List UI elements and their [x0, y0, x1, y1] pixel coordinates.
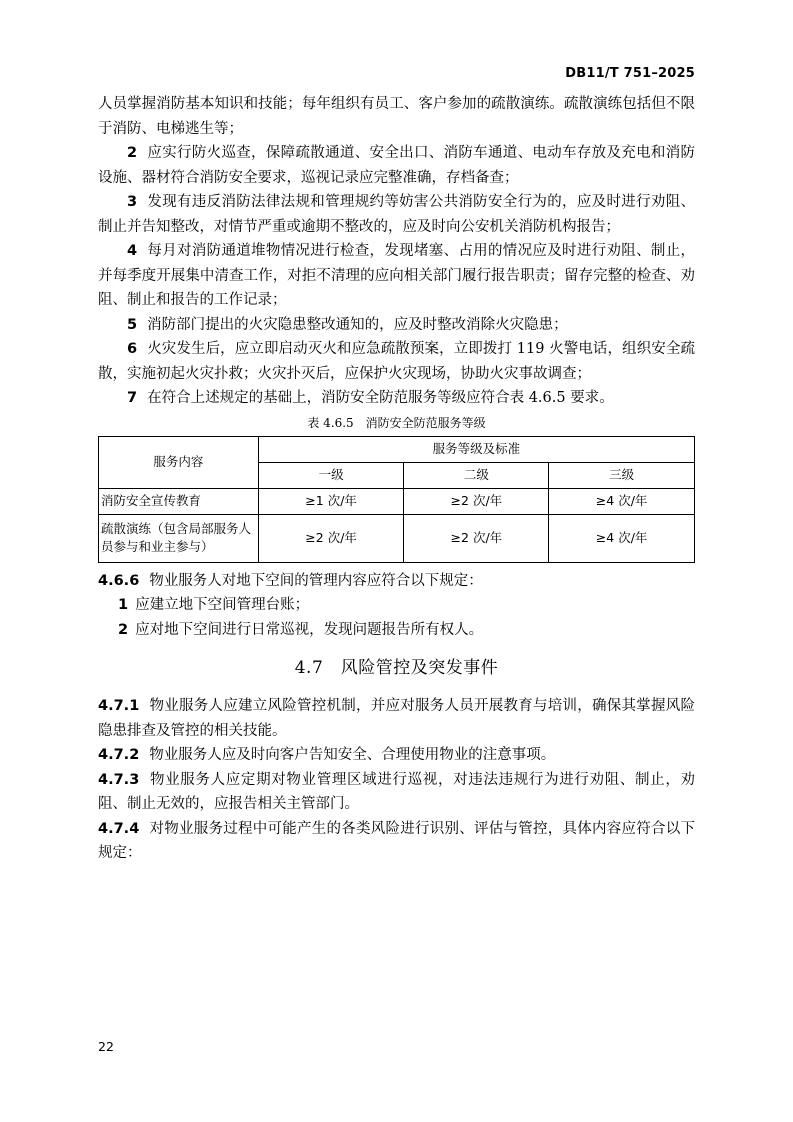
header-level-3: 三级 [549, 462, 695, 488]
list-item [98, 593, 695, 618]
page-number: 22 [98, 1039, 114, 1054]
item-text: 每月对消防通道堆物情况进行检查，发现堵塞、占用的情况应及时进行劝阻、制止，并每季度开展集中清查工作，对拒不清理的应向相关部门履行报告职责；留存完整的检查、劝阻、制止和报告的工作记录； [98, 243, 695, 308]
section-heading: 4.7 风险管控及突发事件 [294, 658, 499, 678]
list-item [98, 386, 695, 411]
header-level-2: 二级 [404, 462, 549, 488]
row-value: ≥2 次/年 [258, 514, 404, 562]
table-caption: 表 4.6.5 消防安全防范服务等级 [307, 415, 486, 430]
row-value: ≥2 次/年 [404, 488, 549, 514]
clause-4-7-2 [98, 743, 695, 768]
intro-paragraph: 人员掌握消防基本知识和技能；每年组织有员工、客户参加的疏散演练。疏散演练包括但不限于消防、电梯逃生等； [98, 96, 695, 137]
page-content [98, 92, 695, 866]
item-text: 应实行防火巡查，保障疏散通道、安全出口、消防车通道、电动车存放及充电和消防设施、器材符合消防安全要求，巡视记录应完整准确，存档备查； [98, 145, 695, 186]
item-number: 4 [127, 243, 138, 259]
clause-4-7-1 [98, 694, 695, 743]
row-service-name: 疏散演练（包含局部服务人员参与和业主参与） [99, 514, 259, 562]
item-number: 5 [127, 316, 138, 333]
item-text: 在符合上述规定的基础上，消防安全防范服务等级应符合表 4.6.5 要求。 [147, 390, 614, 406]
item-text: 应对地下空间进行日常巡视，发现问题报告所有权人。 [135, 621, 484, 638]
list-item [98, 313, 695, 338]
clause-number: 4.7.3 [98, 771, 140, 788]
clause-text: 物业服务人应定期对物业管理区域进行巡视，对违法违规行为进行劝阻、制止，劝阻、制止无效的，应报告相关主管部门。 [98, 771, 695, 812]
table-row [99, 488, 695, 514]
list-item [98, 618, 695, 643]
clause-4-6-6 [98, 569, 695, 594]
clause-number: 4.7.4 [98, 820, 140, 837]
item-text: 发现有违反消防法律法规和管理规约等妨害公共消防安全行为的，应及时进行劝阻、制止并告知整改，对情节严重或逾期不整改的，应及时向公安机关消防机构报告； [98, 194, 695, 235]
clause-text: 物业服务人应建立风险管控机制，并应对服务人员开展教育与培训，确保其掌握风险隐患排查及管控的相关技能。 [98, 698, 695, 739]
clause-number: 4.6.6 [98, 572, 140, 589]
row-value: ≥4 次/年 [549, 514, 695, 562]
clause-number: 4.7.1 [98, 698, 140, 714]
item-number: 7 [127, 390, 138, 406]
list-item [98, 239, 695, 313]
header-service-content: 服务内容 [99, 436, 259, 488]
item-number: 2 [118, 621, 129, 638]
table-row [99, 514, 695, 562]
clause-text: 物业服务人对地下空间的管理内容应符合以下规定： [149, 572, 483, 589]
clause-text: 对物业服务过程中可能产生的各类风险进行识别、评估与管控，具体内容应符合以下规定： [98, 820, 695, 861]
row-value: ≥1 次/年 [258, 488, 404, 514]
clause-text: 物业服务人应及时向客户告知安全、合理使用物业的注意事项。 [149, 747, 556, 763]
item-number: 1 [118, 597, 129, 613]
list-item [98, 141, 695, 190]
list-item [98, 337, 695, 386]
item-number: 3 [127, 194, 138, 210]
row-service-name: 消防安全宣传教育 [99, 488, 259, 514]
list-item [98, 190, 695, 239]
item-number: 2 [127, 145, 138, 161]
header-service-level: 服务等级及标准 [258, 436, 694, 462]
clause-number: 4.7.2 [98, 747, 140, 763]
service-level-table [98, 436, 695, 563]
item-text: 火灾发生后，应立即启动灭火和应急疏散预案，立即拨打 119 火警电话，组织安全疏散，实施初起火灾扑救；火灾扑灭后，应保护火灾现场，协助火灾事故调查； [98, 341, 695, 382]
table-header-row [99, 436, 695, 462]
item-number: 6 [127, 341, 138, 357]
item-text: 消防部门提出的火灾隐患整改通知的，应及时整改消除火灾隐患； [147, 316, 568, 333]
row-value: ≥4 次/年 [549, 488, 695, 514]
clause-4-7-3 [98, 768, 695, 817]
row-value: ≥2 次/年 [404, 514, 549, 562]
clause-4-7-4 [98, 817, 695, 866]
header-level-1: 一级 [258, 462, 404, 488]
document-code: DB11/T 751–2025 [565, 66, 695, 81]
item-text: 应建立地下空间管理台账； [135, 597, 310, 613]
